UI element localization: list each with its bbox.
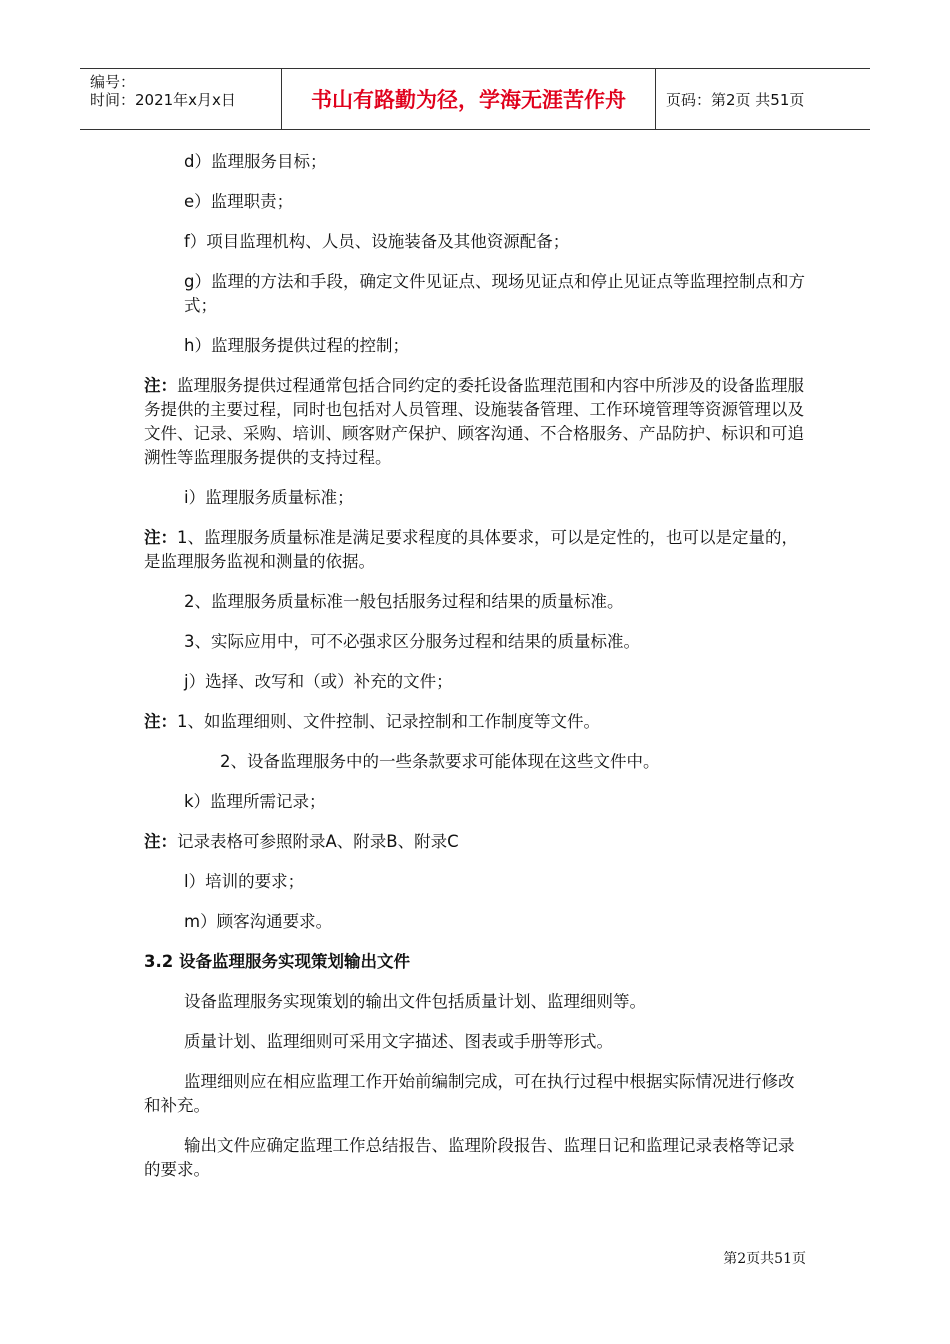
- note-label: 注：: [144, 528, 177, 547]
- paragraph-text: 监理细则应在相应监理工作开始前编制完成，可在执行过程中根据实际情况进行修改和补充。: [144, 1072, 795, 1115]
- paragraph-text: j）选择、改写和（或）补充的文件；: [184, 672, 453, 691]
- paragraph: [144, 590, 808, 614]
- paragraph-text: 记录表格可参照附录A、附录B、附录C: [177, 832, 459, 851]
- paragraph: [144, 270, 808, 318]
- paragraph: [144, 870, 808, 894]
- note-label: 注：: [144, 712, 177, 731]
- number-label: 编号：: [90, 73, 136, 91]
- header-page-code: 页码：第2页 共51页: [666, 90, 805, 109]
- paragraph: [144, 910, 808, 934]
- paragraph-text: 2、监理服务质量标准一般包括服务过程和结果的质量标准。: [184, 592, 624, 611]
- paragraph: [144, 150, 808, 174]
- paragraph-text: g）监理的方法和手段，确定文件见证点、现场见证点和停止见证点等监理控制点和方式；: [184, 272, 805, 315]
- note-paragraph: [144, 830, 808, 854]
- paragraph-text: m）顾客沟通要求。: [184, 912, 333, 931]
- paragraph: [144, 334, 808, 358]
- paragraph: [144, 230, 808, 254]
- paragraph-text: 监理服务提供过程通常包括合同约定的委托设备监理范围和内容中所涉及的设备监理服务提供的主要过程，同时也包括对人员管理、设施装备管理、工作环境管理等资源管理以及文件、记录、采购、培训、顾客财产保护、顾客沟通、不合格服务、产品防护、标识和可追溯性等监理服务提供的支持过程。: [144, 376, 804, 467]
- paragraph: [144, 486, 808, 510]
- paragraph: [144, 630, 808, 654]
- note-label: 注：: [144, 832, 177, 851]
- header-meta: [80, 69, 282, 129]
- paragraph-text: l）培训的要求；: [184, 872, 305, 891]
- paragraph-text: 3.2 设备监理服务实现策划输出文件: [144, 952, 410, 971]
- paragraph: [144, 1134, 808, 1182]
- paragraph: [144, 1030, 808, 1054]
- paragraph-text: h）监理服务提供过程的控制；: [184, 336, 409, 355]
- document-body: [144, 150, 808, 1198]
- paragraph-text: 1、监理服务质量标准是满足要求程度的具体要求，可以是定性的，也可以是定量的，是监理服务监视和测量的依据。: [144, 528, 798, 571]
- section-heading: [144, 950, 808, 974]
- paragraph-text: i）监理服务质量标准；: [184, 488, 354, 507]
- paragraph: [144, 670, 808, 694]
- page-footer: 第2页共51页: [723, 1251, 806, 1267]
- paragraph-text: 设备监理服务实现策划的输出文件包括质量计划、监理细则等。: [184, 992, 646, 1011]
- note-paragraph: [144, 374, 808, 470]
- note-label: 注：: [144, 376, 177, 395]
- paragraph-text: k）监理所需记录；: [184, 792, 326, 811]
- time-label: 时间：2021年x月x日: [90, 91, 236, 109]
- paragraph-text: f）项目监理机构、人员、设施装备及其他资源配备；: [184, 232, 570, 251]
- paragraph: [144, 1070, 808, 1118]
- paragraph-text: 3、实际应用中，可不必强求区分服务过程和结果的质量标准。: [184, 632, 640, 651]
- paragraph-text: d）监理服务目标；: [184, 152, 327, 171]
- header-motto: 书山有路勤为径，学海无涯苦作舟: [282, 69, 656, 129]
- paragraph-text: 输出文件应确定监理工作总结报告、监理阶段报告、监理日记和监理记录表格等记录的要求。: [144, 1136, 795, 1179]
- paragraph-text: 1、如监理细则、文件控制、记录控制和工作制度等文件。: [177, 712, 600, 731]
- paragraph-text: e）监理职责；: [184, 192, 294, 211]
- paragraph: [144, 990, 808, 1014]
- page-header: [80, 68, 870, 130]
- note-paragraph: [144, 710, 808, 734]
- paragraph-text: 2、设备监理服务中的一些条款要求可能体现在这些文件中。: [220, 752, 660, 771]
- paragraph: [144, 750, 808, 774]
- paragraph: [144, 190, 808, 214]
- note-paragraph: [144, 526, 808, 574]
- paragraph: [144, 790, 808, 814]
- paragraph-text: 质量计划、监理细则可采用文字描述、图表或手册等形式。: [184, 1032, 613, 1051]
